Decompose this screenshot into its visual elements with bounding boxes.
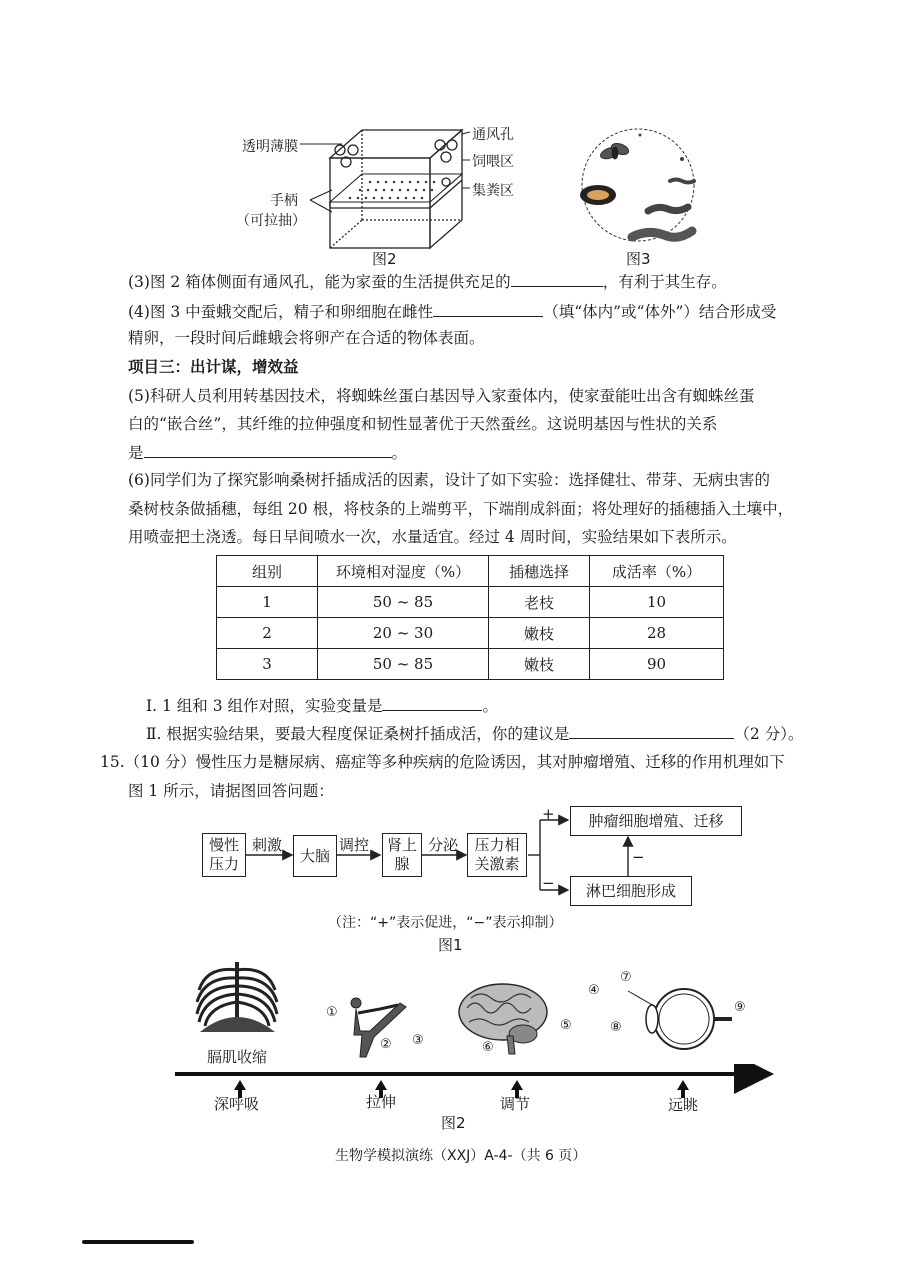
label-gaze-far: 远眺 — [668, 1096, 699, 1114]
table-cell: 3 — [217, 649, 318, 680]
question-3: (3)图 2 箱体侧面有通风孔，能为家蚕的生活提供充足的 ，有利于其生存。 — [128, 270, 727, 292]
figure2b-caption: 图2 — [441, 1114, 466, 1132]
label-regulate: 调控 — [339, 836, 370, 854]
callout-7: ⑦ — [620, 970, 632, 985]
label-stretch: 拉伸 — [366, 1093, 397, 1111]
question-6-line3: 用喷壶把土浇透。每日早间喷水一次，水量适宜。经过 4 周时间，实验结果如下表所示。 — [128, 528, 737, 546]
question-6-line2: 桑树枝条做插穗，每组 20 根，将枝条的上端剪平，下端削成斜面；将处理好的插穗插入土壤中， — [128, 500, 794, 518]
answer-blank-q4[interactable] — [433, 300, 543, 317]
page-footer: 生物学模拟演练（XXJ）A-4-（共 6 页） — [335, 1148, 587, 1164]
callout-1: ① — [326, 1005, 338, 1020]
box-chronic-stress: 慢性压力 — [202, 833, 246, 877]
table-cell: 50 ~ 85 — [318, 587, 489, 618]
label-transparent-film: 透明薄膜 — [242, 139, 298, 155]
label-handle-pull: （可拉抽） — [236, 213, 306, 229]
callout-5: ⑤ — [560, 1018, 572, 1033]
question-5-line2: 白的“嵌合丝”，其纤维的拉伸强度和韧性显著优于天然蚕丝。这说明基因与性状的关系 — [128, 415, 718, 433]
question-15-line1: 15.（10 分）慢性压力是糖尿病、癌症等多种疾病的危险诱因，其对肿瘤增殖、迁移的作用机理如下 — [100, 753, 785, 771]
eye-illustration — [622, 985, 732, 1055]
flow-note: （注：“+”表示促进，“−”表示抑制） — [328, 915, 563, 931]
silkworm-lifecycle-diagram — [570, 125, 720, 250]
box-lymphocyte-formation: 淋巴细胞形成 — [570, 876, 692, 906]
table-cell: 10 — [590, 587, 724, 618]
callout-2: ② — [380, 1037, 392, 1052]
table-cell: 90 — [590, 649, 724, 680]
question-4-line1: (4)图 3 中蚕蛾交配后，精子和卵细胞在雌性 （填“体内”或“体外”）结合形成受 — [128, 300, 776, 322]
label-waste-area: 集粪区 — [472, 183, 514, 199]
project-3-heading: 项目三：出计谋，增效益 — [128, 358, 299, 376]
scan-edge-mark — [82, 1240, 194, 1244]
figure3-caption: 图3 — [626, 250, 651, 268]
question-4-line2: 精卵，一段时间后雌蛾会将卵产在合适的物体表面。 — [128, 329, 485, 347]
label-deep-breath: 深呼吸 — [214, 1095, 260, 1113]
small-larva-icon — [670, 180, 694, 183]
answer-blank-q6-ii[interactable] — [569, 722, 734, 739]
question-6-part-i: Ⅰ. 1 组和 3 组作对照，实验变量是 。 — [146, 694, 498, 716]
box-adrenal: 肾上腺 — [382, 833, 422, 877]
table-header: 成活率（%） — [590, 556, 724, 587]
question-15-line2: 图 1 所示，请据图回答问题： — [128, 782, 334, 800]
table-row — [217, 587, 724, 618]
minus-sign-vertical: − — [632, 848, 645, 866]
table-header: 环境相对湿度（%） — [318, 556, 489, 587]
answer-blank-q5[interactable] — [144, 441, 392, 458]
table-row — [217, 618, 724, 649]
large-larva-icon — [632, 231, 692, 237]
label-secrete: 分泌 — [428, 836, 459, 854]
ribcage-illustration — [190, 960, 285, 1042]
box-stress-hormone: 压力相关激素 — [467, 833, 527, 877]
plus-sign: + — [542, 805, 555, 823]
box-tumor-proliferation: 肿瘤细胞增殖、迁移 — [570, 806, 742, 836]
question-5-line1: (5)科研人员利用转基因技术，将蜘蛛丝蛋白基因导入家蚕体内，使家蚕能吐出含有蜘蛛丝蛋 — [128, 387, 755, 405]
table-cell: 嫩枝 — [489, 649, 590, 680]
experiment-results-table — [216, 555, 724, 680]
question-5-line3: 是 。 — [128, 441, 407, 463]
callout-9: ⑨ — [734, 1000, 746, 1015]
moth-icon — [599, 141, 630, 161]
table-cell: 2 — [217, 618, 318, 649]
table-cell: 50 ~ 85 — [318, 649, 489, 680]
silkworm-box-diagram — [300, 120, 470, 260]
question-6-line1: (6)同学们为了探究影响桑树扦插成活的因素，设计了如下实验：选择健壮、带芽、无病虫害的 — [128, 471, 770, 489]
callout-8: ⑧ — [610, 1020, 622, 1035]
label-feeding-area: 饲喂区 — [472, 154, 514, 170]
table-cell: 老枝 — [489, 587, 590, 618]
table-cell: 28 — [590, 618, 724, 649]
table-row — [217, 649, 724, 680]
label-diaphragm-contraction: 膈肌收缩 — [207, 1048, 268, 1066]
table-header-row — [217, 556, 724, 587]
table-header: 插穗选择 — [489, 556, 590, 587]
callout-3: ③ — [412, 1033, 424, 1048]
label-stimulate: 刺激 — [252, 836, 283, 854]
table-cell: 20 ~ 30 — [318, 618, 489, 649]
label-vent-hole: 通风孔 — [472, 127, 514, 143]
egg-icon — [580, 185, 616, 205]
table-cell: 嫩枝 — [489, 618, 590, 649]
minus-sign-lower: − — [542, 874, 555, 892]
callout-6: ⑥ — [482, 1040, 494, 1055]
brain-illustration — [455, 978, 555, 1058]
figure1-caption: 图1 — [438, 936, 463, 954]
answer-blank-q6-i[interactable] — [382, 694, 482, 711]
label-handle: 手柄 — [270, 193, 298, 209]
box-brain: 大脑 — [293, 835, 337, 877]
table-header: 组别 — [217, 556, 318, 587]
medium-larva-icon — [648, 207, 688, 211]
table-cell: 1 — [217, 587, 318, 618]
figure2-caption: 图2 — [372, 250, 397, 268]
callout-4: ④ — [588, 983, 600, 998]
answer-blank-q3[interactable] — [511, 270, 603, 287]
question-6-part-ii: Ⅱ. 根据实验结果，要最大程度保证桑树扦插成活，你的建议是 （2 分）。 — [146, 722, 803, 744]
label-regulate-bottom: 调节 — [500, 1095, 531, 1113]
